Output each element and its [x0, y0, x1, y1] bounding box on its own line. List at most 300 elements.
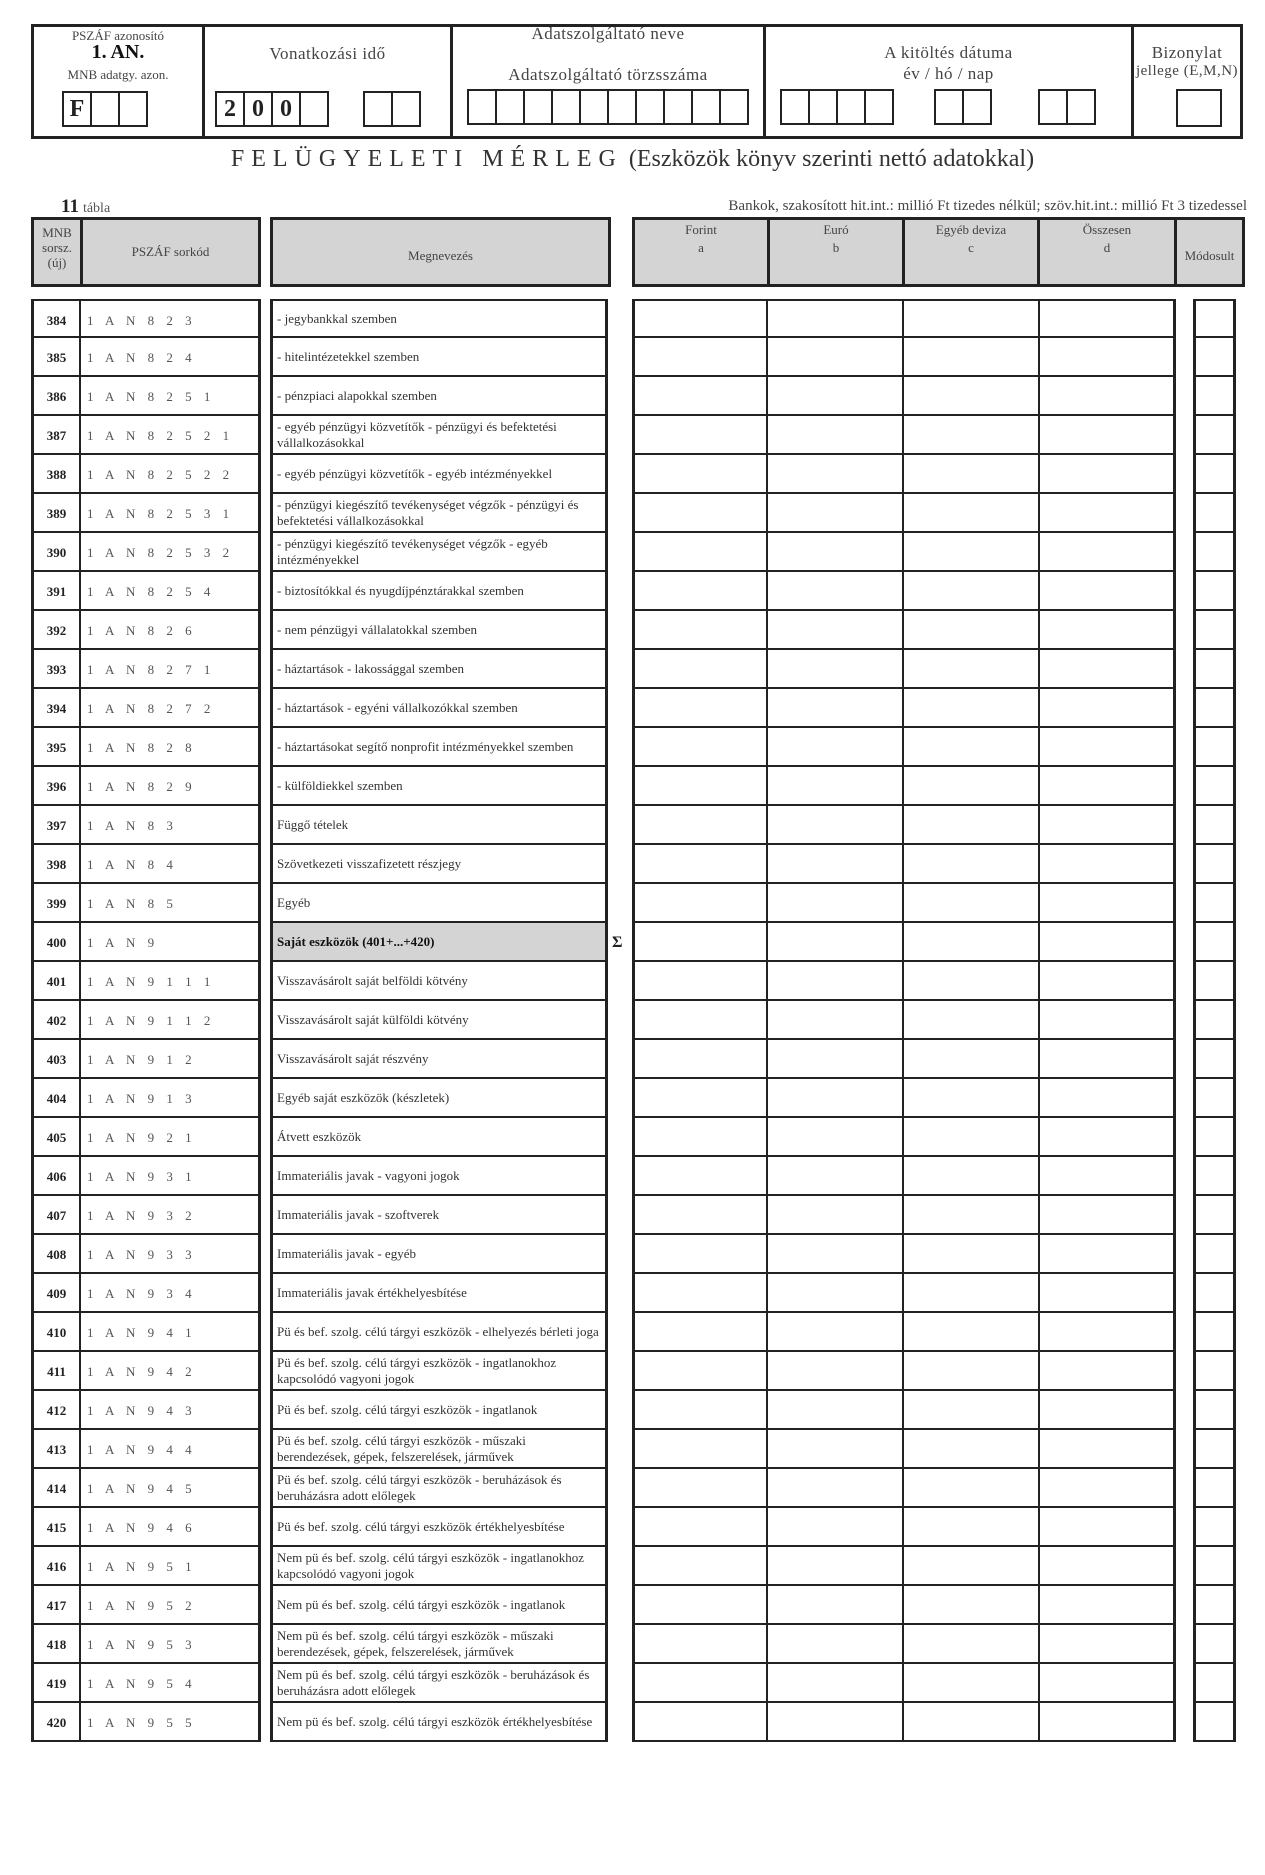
total-cell[interactable] [1040, 1469, 1176, 1508]
reg-box[interactable] [467, 89, 497, 125]
reg-box[interactable] [663, 89, 693, 125]
other-currency-cell[interactable] [904, 611, 1040, 650]
table-row [0, 1001, 1265, 1040]
table-number [61, 196, 110, 218]
total-cell[interactable] [1040, 1235, 1176, 1274]
fill-day-boxes [1038, 89, 1096, 125]
col-euro-label: Euró [823, 222, 849, 237]
col-euro-letter: b [832, 240, 840, 255]
modified-cell[interactable] [1193, 767, 1236, 806]
total-cell[interactable] [1040, 572, 1176, 611]
row-name: Immateriális javak - szoftverek [270, 1196, 608, 1235]
row-code: 1 A N 9 4 4 [81, 1430, 261, 1469]
euro-cell[interactable] [768, 377, 904, 416]
other-currency-cell[interactable] [904, 1235, 1040, 1274]
row-number: 393 [31, 650, 81, 689]
reg-box[interactable] [551, 89, 581, 125]
row-name: Visszavásárolt saját belföldi kötvény [270, 962, 608, 1001]
forint-cell[interactable] [632, 1703, 768, 1742]
modified-cell[interactable] [1193, 962, 1236, 1001]
forint-cell[interactable] [632, 1508, 768, 1547]
forint-cell[interactable] [632, 1664, 768, 1703]
forint-cell[interactable] [632, 767, 768, 806]
forint-cell[interactable] [632, 1274, 768, 1313]
total-cell[interactable] [1040, 1508, 1176, 1547]
row-name: Immateriális javak értékhelyesbítése [270, 1274, 608, 1313]
forint-cell[interactable] [632, 1625, 768, 1664]
forint-cell[interactable] [632, 1079, 768, 1118]
modified-cell[interactable] [1193, 728, 1236, 767]
other-currency-cell[interactable] [904, 1430, 1040, 1469]
forint-cell[interactable] [632, 689, 768, 728]
euro-cell[interactable] [768, 1079, 904, 1118]
table-row [0, 1547, 1265, 1586]
row-code: 1 A N 9 5 4 [81, 1664, 261, 1703]
total-cell[interactable] [1040, 1274, 1176, 1313]
total-cell[interactable] [1040, 1040, 1176, 1079]
table-row [0, 1469, 1265, 1508]
euro-cell[interactable] [768, 923, 904, 962]
modified-cell[interactable] [1193, 806, 1236, 845]
other-currency-cell[interactable] [904, 1196, 1040, 1235]
euro-cell[interactable] [768, 728, 904, 767]
modified-cell[interactable] [1193, 1664, 1236, 1703]
reg-box[interactable] [691, 89, 721, 125]
euro-cell[interactable] [768, 1196, 904, 1235]
total-cell[interactable] [1040, 377, 1176, 416]
euro-cell[interactable] [768, 1430, 904, 1469]
period-box[interactable] [363, 91, 393, 127]
forint-cell[interactable] [632, 1157, 768, 1196]
euro-cell[interactable] [768, 416, 904, 455]
total-cell[interactable] [1040, 1118, 1176, 1157]
table-row [0, 1508, 1265, 1547]
other-currency-cell[interactable] [904, 455, 1040, 494]
col-pszaf-header [80, 217, 261, 287]
other-currency-cell[interactable] [904, 767, 1040, 806]
date-box[interactable] [864, 89, 894, 125]
total-cell[interactable] [1040, 728, 1176, 767]
mnb-id-label: MNB adatgy. azon. [67, 67, 169, 82]
reg-box[interactable] [607, 89, 637, 125]
forint-cell[interactable] [632, 962, 768, 1001]
modified-cell[interactable] [1193, 572, 1236, 611]
other-currency-cell[interactable] [904, 1508, 1040, 1547]
modified-cell[interactable] [1193, 611, 1236, 650]
forint-cell[interactable] [632, 572, 768, 611]
other-currency-cell[interactable] [904, 1274, 1040, 1313]
euro-cell[interactable] [768, 962, 904, 1001]
forint-cell[interactable] [632, 1352, 768, 1391]
provider-reg-label: Adatszolgáltató törzsszáma [508, 65, 708, 84]
euro-cell[interactable] [768, 1352, 904, 1391]
other-currency-cell[interactable] [904, 1625, 1040, 1664]
other-currency-cell[interactable] [904, 416, 1040, 455]
other-currency-cell[interactable] [904, 845, 1040, 884]
modified-cell[interactable] [1193, 1157, 1236, 1196]
date-box[interactable] [1066, 89, 1096, 125]
euro-cell[interactable] [768, 767, 904, 806]
euro-cell[interactable] [768, 1703, 904, 1742]
forint-cell[interactable] [632, 1196, 768, 1235]
modified-cell[interactable] [1193, 1703, 1236, 1742]
col-modified-label: Módosult [1184, 248, 1235, 263]
doc-type-box[interactable] [1176, 89, 1222, 127]
modified-cell[interactable] [1193, 689, 1236, 728]
total-cell[interactable] [1040, 1547, 1176, 1586]
date-box[interactable] [962, 89, 992, 125]
row-name: - külföldiekkel szemben [270, 767, 608, 806]
row-name: Nem pü és bef. szolg. célú tárgyi eszközök - beruházások és beruházásra adott előlegek [270, 1664, 608, 1703]
modified-cell[interactable] [1193, 494, 1236, 533]
row-number: 412 [31, 1391, 81, 1430]
euro-cell[interactable] [768, 533, 904, 572]
page-title [0, 146, 1265, 173]
euro-cell[interactable] [768, 572, 904, 611]
reg-box[interactable] [495, 89, 525, 125]
other-currency-cell[interactable] [904, 494, 1040, 533]
forint-cell[interactable] [632, 1001, 768, 1040]
other-currency-cell[interactable] [904, 1118, 1040, 1157]
euro-cell[interactable] [768, 1274, 904, 1313]
total-cell[interactable] [1040, 455, 1176, 494]
row-number: 391 [31, 572, 81, 611]
row-name: Egyéb [270, 884, 608, 923]
total-cell[interactable] [1040, 533, 1176, 572]
other-currency-cell[interactable] [904, 923, 1040, 962]
modified-cell[interactable] [1193, 1079, 1236, 1118]
forint-cell[interactable] [632, 377, 768, 416]
sigma-icon: Σ [612, 934, 623, 951]
row-code: 1 A N 9 1 1 1 [81, 962, 261, 1001]
doc-type-cell [1134, 27, 1240, 136]
other-currency-cell[interactable] [904, 299, 1040, 338]
col-other-letter: c [968, 240, 974, 255]
forint-cell[interactable] [632, 338, 768, 377]
euro-cell[interactable] [768, 1391, 904, 1430]
total-cell[interactable] [1040, 299, 1176, 338]
modified-cell[interactable] [1193, 1430, 1236, 1469]
table-row [0, 416, 1265, 455]
total-cell[interactable] [1040, 923, 1176, 962]
row-name: Immateriális javak - vagyoni jogok [270, 1157, 608, 1196]
row-name: - pénzpiaci alapokkal szemben [270, 377, 608, 416]
date-box[interactable] [808, 89, 838, 125]
fill-month-boxes [934, 89, 992, 125]
euro-cell[interactable] [768, 884, 904, 923]
row-code: 1 A N 9 5 2 [81, 1586, 261, 1625]
forint-cell[interactable] [632, 533, 768, 572]
total-cell[interactable] [1040, 845, 1176, 884]
forint-cell[interactable] [632, 299, 768, 338]
row-code: 1 A N 8 2 5 1 [81, 377, 261, 416]
total-cell[interactable] [1040, 1157, 1176, 1196]
table-row [0, 1430, 1265, 1469]
other-currency-cell[interactable] [904, 689, 1040, 728]
modified-cell[interactable] [1193, 845, 1236, 884]
euro-cell[interactable] [768, 1313, 904, 1352]
modified-cell[interactable] [1193, 1391, 1236, 1430]
total-cell[interactable] [1040, 806, 1176, 845]
mnb-id-box[interactable] [90, 91, 120, 127]
other-currency-cell[interactable] [904, 1352, 1040, 1391]
other-currency-cell[interactable] [904, 962, 1040, 1001]
row-number: 390 [31, 533, 81, 572]
row-number: 415 [31, 1508, 81, 1547]
total-cell[interactable] [1040, 416, 1176, 455]
euro-cell[interactable] [768, 650, 904, 689]
other-currency-cell[interactable] [904, 728, 1040, 767]
modified-cell[interactable] [1193, 1625, 1236, 1664]
modified-cell[interactable] [1193, 884, 1236, 923]
modified-cell[interactable] [1193, 650, 1236, 689]
row-code: 1 A N 8 5 [81, 884, 261, 923]
total-cell[interactable] [1040, 884, 1176, 923]
row-name: - egyéb pénzügyi közvetítők - pénzügyi és befektetési vállalkozásokkal [270, 416, 608, 455]
row-number: 398 [31, 845, 81, 884]
forint-cell[interactable] [632, 884, 768, 923]
row-number: 409 [31, 1274, 81, 1313]
row-number: 408 [31, 1235, 81, 1274]
other-currency-cell[interactable] [904, 650, 1040, 689]
forint-cell[interactable] [632, 1313, 768, 1352]
row-name: Szövetkezeti visszafizetett részjegy [270, 845, 608, 884]
modified-cell[interactable] [1193, 1508, 1236, 1547]
euro-cell[interactable] [768, 1664, 904, 1703]
forint-cell[interactable] [632, 494, 768, 533]
total-cell[interactable] [1040, 689, 1176, 728]
total-cell[interactable] [1040, 1664, 1176, 1703]
other-currency-cell[interactable] [904, 1157, 1040, 1196]
euro-cell[interactable] [768, 1508, 904, 1547]
total-cell[interactable] [1040, 1430, 1176, 1469]
modified-cell[interactable] [1193, 1040, 1236, 1079]
row-code: 1 A N 9 3 2 [81, 1196, 261, 1235]
forint-cell[interactable] [632, 1235, 768, 1274]
euro-cell[interactable] [768, 455, 904, 494]
forint-cell[interactable] [632, 923, 768, 962]
period-box[interactable]: 0 [271, 91, 301, 127]
row-name: - hitelintézetekkel szemben [270, 338, 608, 377]
modified-cell[interactable] [1193, 1118, 1236, 1157]
total-cell[interactable] [1040, 650, 1176, 689]
other-currency-cell[interactable] [904, 1469, 1040, 1508]
row-number: 385 [31, 338, 81, 377]
table-row [0, 650, 1265, 689]
modified-cell[interactable] [1193, 533, 1236, 572]
forint-cell[interactable] [632, 416, 768, 455]
row-number: 418 [31, 1625, 81, 1664]
row-number: 387 [31, 416, 81, 455]
col-total-header [1037, 217, 1177, 287]
reg-box[interactable] [719, 89, 749, 125]
row-code: 1 A N 9 5 5 [81, 1703, 261, 1742]
row-number: 420 [31, 1703, 81, 1742]
forint-cell[interactable] [632, 1430, 768, 1469]
euro-cell[interactable] [768, 1040, 904, 1079]
euro-cell[interactable] [768, 1157, 904, 1196]
other-currency-cell[interactable] [904, 1547, 1040, 1586]
euro-cell[interactable] [768, 845, 904, 884]
forint-cell[interactable] [632, 1586, 768, 1625]
other-currency-cell[interactable] [904, 884, 1040, 923]
other-currency-cell[interactable] [904, 1079, 1040, 1118]
total-cell[interactable] [1040, 1586, 1176, 1625]
row-number: 404 [31, 1079, 81, 1118]
total-cell[interactable] [1040, 767, 1176, 806]
row-number: 407 [31, 1196, 81, 1235]
forint-cell[interactable] [632, 455, 768, 494]
row-code: 1 A N 9 3 3 [81, 1235, 261, 1274]
period-label: Vonatkozási idő [269, 44, 386, 63]
period-box[interactable] [299, 91, 329, 127]
forint-cell[interactable] [632, 611, 768, 650]
row-number: 397 [31, 806, 81, 845]
fill-date-format: év / hó / nap [903, 64, 994, 83]
euro-cell[interactable] [768, 1118, 904, 1157]
row-name: - háztartások - lakossággal szemben [270, 650, 608, 689]
mnb-id-box[interactable] [118, 91, 148, 127]
reg-box[interactable] [579, 89, 609, 125]
euro-cell[interactable] [768, 338, 904, 377]
euro-cell[interactable] [768, 1586, 904, 1625]
forint-cell[interactable] [632, 1547, 768, 1586]
other-currency-cell[interactable] [904, 1313, 1040, 1352]
row-code: 1 A N 9 4 5 [81, 1469, 261, 1508]
col-forint-label: Forint [685, 222, 717, 237]
mnb-id-box[interactable]: F [62, 91, 92, 127]
reg-box[interactable] [523, 89, 553, 125]
modified-cell[interactable] [1193, 338, 1236, 377]
other-currency-cell[interactable] [904, 1703, 1040, 1742]
other-currency-cell[interactable] [904, 377, 1040, 416]
other-currency-cell[interactable] [904, 1664, 1040, 1703]
other-currency-cell[interactable] [904, 1001, 1040, 1040]
modified-cell[interactable] [1193, 923, 1236, 962]
euro-cell[interactable] [768, 1469, 904, 1508]
modified-cell[interactable] [1193, 377, 1236, 416]
total-cell[interactable] [1040, 1196, 1176, 1235]
doc-type-label: Bizonylat [1151, 43, 1223, 62]
euro-cell[interactable] [768, 611, 904, 650]
table-row [0, 1118, 1265, 1157]
date-box[interactable] [836, 89, 866, 125]
modified-cell[interactable] [1193, 1235, 1236, 1274]
period-box[interactable] [391, 91, 421, 127]
row-code: 1 A N 8 2 5 2 2 [81, 455, 261, 494]
total-cell[interactable] [1040, 1352, 1176, 1391]
other-currency-cell[interactable] [904, 1586, 1040, 1625]
units-note: Bankok, szakosított hit.int.: millió Ft tizedes nélkül; szöv.hit.int.: millió Ft 3 tizedessel [728, 198, 1247, 214]
modified-cell[interactable] [1193, 1001, 1236, 1040]
forint-cell[interactable] [632, 650, 768, 689]
total-cell[interactable] [1040, 1703, 1176, 1742]
modified-cell[interactable] [1193, 1196, 1236, 1235]
row-number: 384 [31, 299, 81, 338]
other-currency-cell[interactable] [904, 533, 1040, 572]
table-row [0, 1313, 1265, 1352]
forint-cell[interactable] [632, 728, 768, 767]
total-cell[interactable] [1040, 494, 1176, 533]
modified-cell[interactable] [1193, 455, 1236, 494]
table-row [0, 1586, 1265, 1625]
period-box[interactable]: 2 [215, 91, 245, 127]
total-cell[interactable] [1040, 1001, 1176, 1040]
table-row [0, 1664, 1265, 1703]
row-code: 1 A N 9 5 1 [81, 1547, 261, 1586]
modified-cell[interactable] [1193, 1586, 1236, 1625]
row-name: Pü és bef. szolg. célú tárgyi eszközök értékhelyesbítése [270, 1508, 608, 1547]
total-cell[interactable] [1040, 1313, 1176, 1352]
date-box[interactable] [934, 89, 964, 125]
period-box[interactable]: 0 [243, 91, 273, 127]
total-cell[interactable] [1040, 611, 1176, 650]
col-other-header [902, 217, 1040, 287]
row-name: - háztartások - egyéni vállalkozókkal szemben [270, 689, 608, 728]
total-cell[interactable] [1040, 1079, 1176, 1118]
total-cell[interactable] [1040, 1391, 1176, 1430]
forint-cell[interactable] [632, 1118, 768, 1157]
row-number: 394 [31, 689, 81, 728]
fill-date-cell [766, 27, 1134, 136]
euro-cell[interactable] [768, 1001, 904, 1040]
col-mnb-header [31, 217, 83, 287]
modified-cell[interactable] [1193, 1313, 1236, 1352]
other-currency-cell[interactable] [904, 338, 1040, 377]
total-cell[interactable] [1040, 962, 1176, 1001]
forint-cell[interactable] [632, 1391, 768, 1430]
other-currency-cell[interactable] [904, 1391, 1040, 1430]
row-name: Pü és bef. szolg. célú tárgyi eszközök - ingatlanok [270, 1391, 608, 1430]
date-box[interactable] [1038, 89, 1068, 125]
forint-cell[interactable] [632, 845, 768, 884]
row-code: 1 A N 9 [81, 923, 261, 962]
euro-cell[interactable] [768, 1625, 904, 1664]
euro-cell[interactable] [768, 299, 904, 338]
modified-cell[interactable] [1193, 416, 1236, 455]
row-name: Visszavásárolt saját részvény [270, 1040, 608, 1079]
euro-cell[interactable] [768, 494, 904, 533]
table-row [0, 1157, 1265, 1196]
total-cell[interactable] [1040, 1625, 1176, 1664]
modified-cell[interactable] [1193, 1274, 1236, 1313]
euro-cell[interactable] [768, 1235, 904, 1274]
euro-cell[interactable] [768, 806, 904, 845]
modified-cell[interactable] [1193, 1469, 1236, 1508]
forint-cell[interactable] [632, 806, 768, 845]
other-currency-cell[interactable] [904, 572, 1040, 611]
period-year-boxes [215, 91, 329, 127]
other-currency-cell[interactable] [904, 806, 1040, 845]
provider-cell [453, 24, 766, 136]
total-cell[interactable] [1040, 338, 1176, 377]
row-code: 1 A N 8 2 6 [81, 611, 261, 650]
other-currency-cell[interactable] [904, 1040, 1040, 1079]
modified-cell[interactable] [1193, 299, 1236, 338]
date-box[interactable] [780, 89, 810, 125]
col-euro-header [767, 217, 905, 287]
modified-cell[interactable] [1193, 1352, 1236, 1391]
form-code: 1. AN. [91, 41, 145, 63]
form-header [31, 24, 1243, 139]
euro-cell[interactable] [768, 689, 904, 728]
row-name: Átvett eszközök [270, 1118, 608, 1157]
modified-cell[interactable] [1193, 1547, 1236, 1586]
forint-cell[interactable] [632, 1469, 768, 1508]
euro-cell[interactable] [768, 1547, 904, 1586]
reg-box[interactable] [635, 89, 665, 125]
forint-cell[interactable] [632, 1040, 768, 1079]
